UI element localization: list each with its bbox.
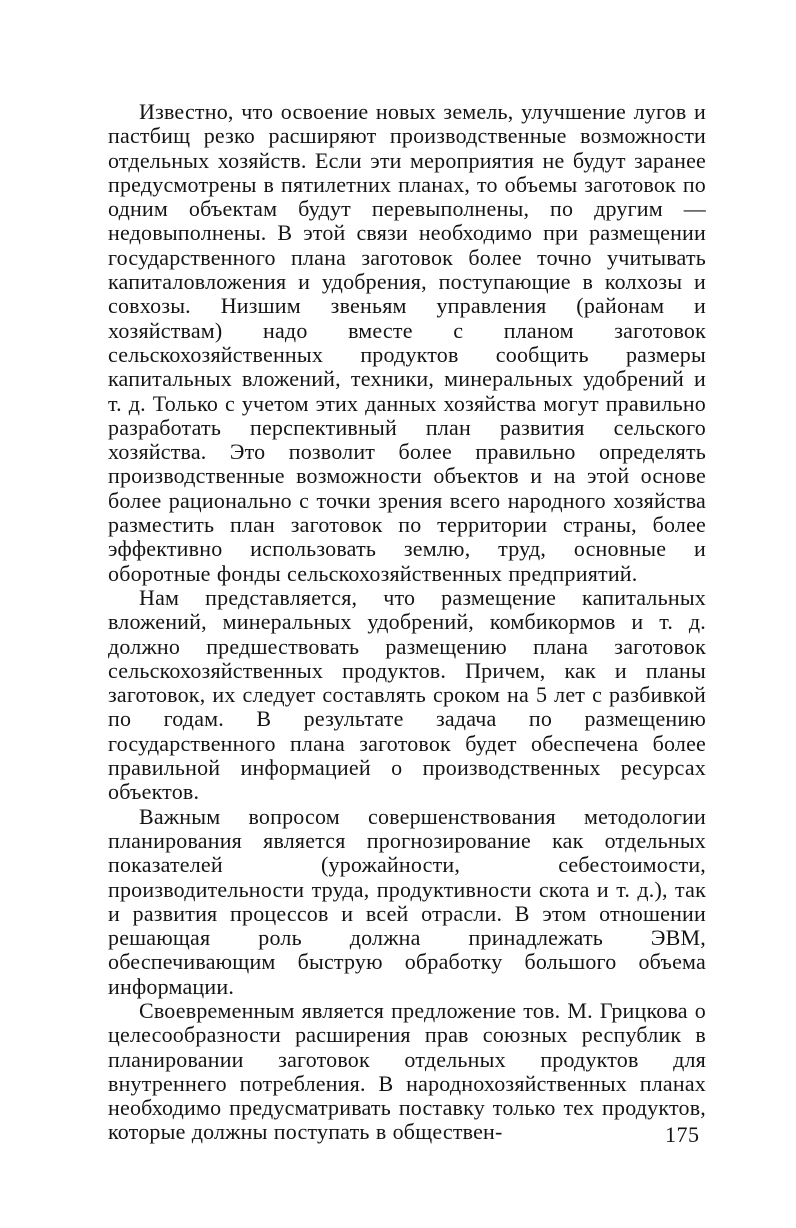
paragraph: Своевременным является предложение тов. М. Грицкова о целесообразности расширения прав союзных республик в планировании заготовок отдельных продуктов для внутреннего потребления. В народнохозяйственных планах необходимо предусматривать поставку только тех продуктов, которые должны поступать в обществен- [108, 997, 706, 1145]
paragraph: Известно, что освоение новых земель, улучшение лугов и пастбищ резко расширяют производственные возможности отдельных хозяйств. Если эти мероприятия не будут заранее предусмотрены в пятилетних планах, то объемы заготовок по одним объектам будут перевыполнены, по другим — недовыполнены. В этой связи необходимо при размещении государственного плана заготовок более точно учитывать капиталовложения и удобрения, поступающие в колхозы и совхозы. Низшим звеньям управления (районам и хозяйствам) надо вместе с планом заготовок сельскохозяйственных продуктов сообщить размеры капитальных вложений, техники, минеральных удобрений и т. д. Только с учетом этих данных хозяйства могут правильно разработать перспективный план развития сельского хозяйства. Это позволит более правильно определять производственные возможности объектов и на этой основе более рационально с точки зрения всего народного хозяйства разместить план заготовок по территории страны, более эффективно использовать землю, труд, основные и оборотные фонды сельскохозяйственных предприятий. [108, 99, 706, 586]
paragraph: Важным вопросом совершенствования методологии планирования является прогнозирование как отдельных показателей (урожайности, себестоимости, производительности труда, продуктивности скота и т. д.), так и развития процессов и всей отрасли. В этом отношении решающая роль должна принадлежать ЭВМ, обеспечивающим быструю обработку большого объема информации. [108, 803, 706, 999]
paragraph: Нам представляется, что размещение капитальных вложений, минеральных удобрений, комбикормов и т. д. должно предшествовать размещению плана заготовок сельскохозяйственных продуктов. Причем, как и планы заготовок, их следует составлять сроком на 5 лет с разбивкой по годам. В результате задача по размещению государственного плана заготовок будет обеспечена более правильной информацией о производственных ресурсах объектов. [108, 584, 706, 805]
body-text [108, 100, 706, 1145]
page-number: 175 [665, 1122, 700, 1147]
